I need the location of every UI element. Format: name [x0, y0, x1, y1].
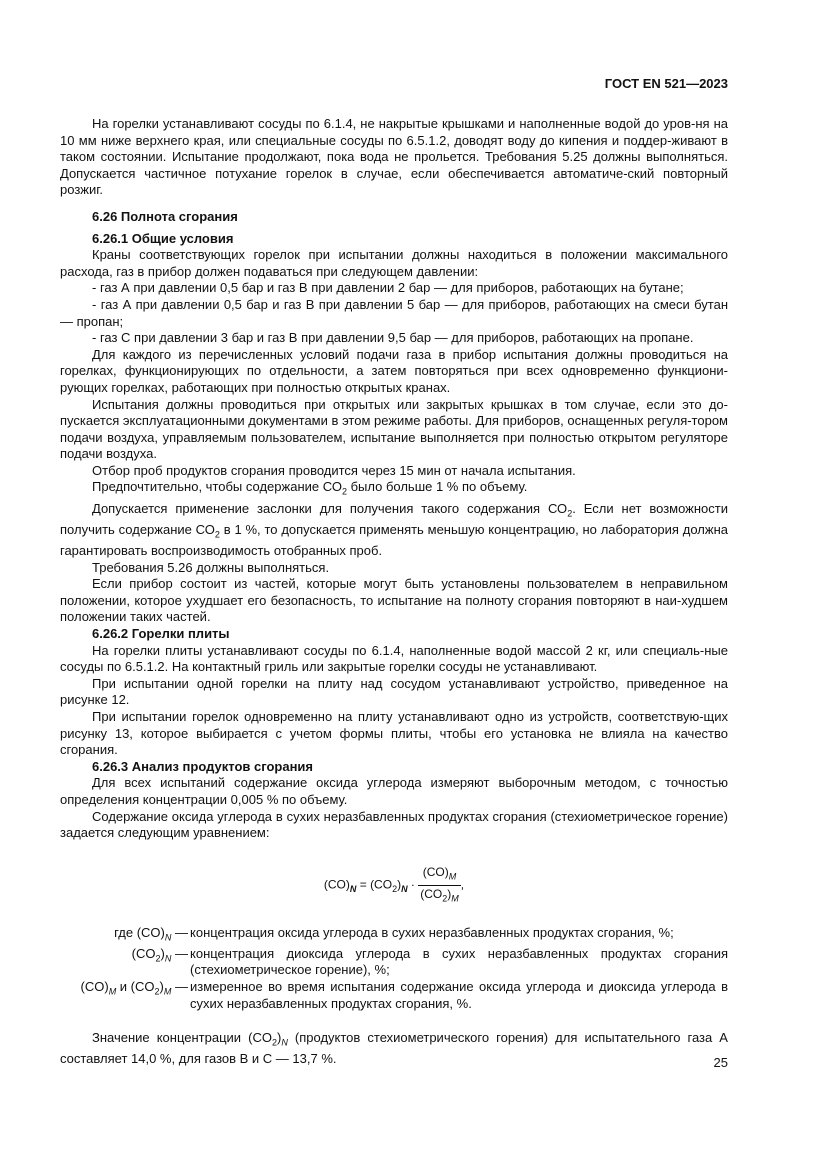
- paragraph: Требования 5.26 должны выполняться.: [92, 559, 330, 575]
- definition-row: где $(CO)_N$ — концентрация оксида углерода в сухих неразбавленных продуктах сгорания, %;: [114, 924, 674, 943]
- paragraph: Краны соответствующих горелок при испытании должны находиться в положении максимального расхода, газ в прибор должен подаваться при следующем давлении:: [60, 247, 728, 279]
- paragraph: При испытании горелок одновременно на плиту устанавливают одно из устройств, соответствую-щих рисунку 13, которое выбирается с учетом формы плиты, чтобы его установка не влияла на качество сгорания.: [60, 708, 728, 758]
- definition-row: $(CO)_M$ и $(CO_2)_M$ — измеренное во время испытания содержание оксида углерода и диоксида углерода в сухих неразбавленных продуктах сгорания, %.: [80, 979, 728, 1011]
- definitions-table: [60, 925, 728, 1013]
- paragraph: Если прибор состоит из частей, которые могут быть установлены пользователем в неправильном положении, которое ухудшает его безопасность, то испытание на полноту сгорания повторяют в наи-худшем положении таких частей.: [60, 576, 728, 625]
- fraction: $\frac{(CO)_M}{(CO_2)_M}$: [420, 864, 459, 904]
- page-number: 25: [713, 1055, 728, 1070]
- document-id: ГОСТ EN 521—2023: [604, 76, 728, 91]
- list-item: - газ А при давлении 0,5 бар и газ В при давлении 2 бар — для приборов, работающих на бутане;: [92, 280, 684, 296]
- definition-row: $(CO_2)_N$ — концентрация диоксида углерода в сухих неразбавленных продуктах сгорания (стехиометрическое горение), %;: [131, 945, 728, 978]
- list-item: - газ С при давлении 3 бар и газ В при давлении 9,5 бар — для приборов, работающих на пропане.: [92, 330, 694, 346]
- paragraph: Для всех испытаний содержание оксида углерода измеряют выборочным методом, с точностью определения концентрации 0,005 % по объему.: [60, 775, 728, 807]
- section-6-26-3-title: 6.26.3 Анализ продуктов сгорания: [92, 758, 314, 774]
- section-6-26-1-title: 6.26.1 Общие условия: [92, 230, 234, 246]
- equation: $(CO)_N = (CO_2)_N$ · $\frac{(CO)_M}{(CO_2)_M}$ ,: [60, 864, 728, 907]
- page-content: [60, 116, 728, 1068]
- paragraph: Допускается применение заслонки для получения такого содержания $СО_2$. Если нет возможности получить содержание $СО_2$ в 1 %, то допускается применять меньшую концентрацию, но лаборатория должна гарантировать воспроизводимость отобранных проб.: [60, 500, 729, 559]
- paragraph: При испытании одной горелки на плиту над сосудом устанавливают устройство, приведенное на рисунке 12.: [60, 675, 728, 708]
- paragraph: Предпочтительно, чтобы содержание $СО_2$ было больше 1 % по объему.: [92, 479, 528, 498]
- paragraph: Испытания должны проводиться при открытых или закрытых крышках в том случае, если это до-пускается эксплуатационными документами в этом режиме работы. Для приборов, оснащенных регуля-тором подачи воздуха, управляемым пользователем, испытание выполняется при полностью открытом регуляторе подачи воздуха.: [60, 396, 728, 462]
- list-item: - газ А при давлении 0,5 бар и газ В при давлении 5 бар — для приборов, работающих на смеси бутан — пропан;: [60, 296, 728, 329]
- section-6-26-2-title: 6.26.2 Горелки плиты: [92, 626, 230, 641]
- intro-paragraph: На горелки устанавливают сосуды по 6.1.4, не накрытые крышками и наполненные водой до уров-ня на 10 мм ниже верхнего края, или специальные сосуды по 6.5.1.2, доводят воду до кипения и поддер-живают в таком состоянии. Испытание продолжают, пока вода не прольется. Требования 5.25 должны выполняться. Допускается частичное потухание горелок в случае, если обеспечивается автоматиче-ский повторный розжиг.: [60, 116, 728, 198]
- paragraph: Отбор проб продуктов сгорания проводится через 15 мин от начала испытания.: [92, 462, 576, 478]
- section-6-26-title: 6.26 Полнота сгорания: [92, 208, 238, 224]
- paragraph: На горелки плиты устанавливают сосуды по 6.1.4, наполненные водой массой 2 кг, или специаль-ные сосуды по 6.5.1.2. На контактный гриль или закрытые горелки сосуды не устанавливают.: [60, 642, 728, 675]
- paragraph: Для каждого из перечисленных условий подачи газа в прибор испытания должны проводиться на горелках, функционирующих по отдельности, а затем повторяться при всех одновременно функциони-рующих горелках, работающих при полностью открытых кранах.: [60, 346, 728, 395]
- paragraph: Содержание оксида углерода в сухих неразбавленных продуктах сгорания (стехиометрическое горение) задается следующим уравнением:: [60, 808, 728, 841]
- paragraph: Значение концентрации $(CO_2)_N$ (продуктов стехиометрического горения) для испытательного газа А составляет 14,0 %, для газов В и С — 13,7 %.: [60, 1030, 728, 1067]
